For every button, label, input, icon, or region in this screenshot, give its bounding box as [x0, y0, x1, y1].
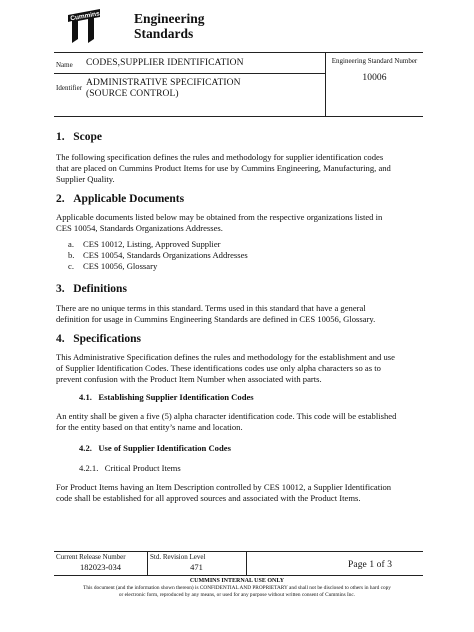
- definitions-line-2: definition for usage in Cummins Engineering Standards are defined in CES 10056, Glossary.: [56, 314, 376, 324]
- subsection-4-1-line-1: An entity shall be given a five (5) alpha character identification code. This code will be established: [56, 411, 397, 421]
- subsection-4-1-heading: [79, 392, 254, 402]
- subsection-4-2-paragraph: [56, 482, 420, 504]
- name-label: Name: [56, 61, 73, 69]
- section-2-heading: [56, 193, 184, 205]
- applicable-line-1: Applicable documents listed below may be obtained from the respective organizations listed in: [56, 212, 383, 222]
- scope-line-2: that are placed on Cummins Product Items for use by Cummins Engineering, Manufacturing, and: [56, 163, 391, 173]
- section-4-title: Specifications: [73, 333, 141, 345]
- list-item: [68, 250, 248, 261]
- brand-line1: Engineering: [134, 11, 205, 26]
- release-value: 182023-034: [79, 562, 122, 572]
- subsection-4-2-number: 4.2.: [79, 443, 92, 453]
- cummins-logo: [64, 9, 104, 43]
- specifications-line-2: of Supplier Identification Codes. These identifications codes use only alpha characters so as to: [56, 363, 381, 373]
- subsection-4-1-number: 4.1.: [79, 392, 92, 402]
- footer-top-rule: [54, 551, 423, 552]
- list-text: CES 10054, Standards Organizations Addresses: [83, 250, 248, 260]
- footer-bottom-rule: [54, 575, 423, 576]
- subsection-4-2-1-number: 4.2.1.: [79, 463, 99, 473]
- list-marker: b.: [68, 250, 75, 260]
- std-number-value: 10006: [362, 73, 387, 83]
- applicable-list: [68, 239, 248, 272]
- scope-line-3: Supplier Quality.: [56, 174, 115, 184]
- identifier-value: [86, 78, 241, 100]
- section-3-number: 3.: [56, 283, 65, 295]
- footer-divider-2: [246, 551, 247, 575]
- list-text: CES 10012, Listing, Approved Supplier: [83, 239, 221, 249]
- scope-paragraph: [56, 152, 420, 185]
- name-value: CODES,SUPPLIER IDENTIFICATION: [86, 58, 244, 68]
- section-3-title: Definitions: [73, 283, 127, 295]
- list-item: [68, 261, 248, 272]
- subsection-4-2-1-heading: [79, 463, 181, 474]
- applicable-line-2: CES 10054, Standards Organizations Addresses.: [56, 223, 223, 233]
- subsection-4-1-line-2: for the entity based on that entity’s name and location.: [56, 422, 243, 432]
- logo-text: Cummins: [69, 10, 101, 23]
- applicable-paragraph: [56, 212, 420, 234]
- section-1-number: 1.: [56, 131, 65, 143]
- definitions-line-1: There are no unique terms in this standard. Terms used in this standard that have a general: [56, 303, 366, 313]
- subsection-4-2-line-2: code shall be established for all approved sources and associated with the Product Items.: [56, 493, 361, 503]
- section-2-number: 2.: [56, 193, 65, 205]
- identifier-value-line1: ADMINISTRATIVE SPECIFICATION: [86, 78, 241, 88]
- subsection-4-2-1-title: Critical Product Items: [104, 463, 181, 473]
- header-bottom-rule: [54, 116, 423, 117]
- specifications-line-3: prevent confusion with the Product Item Number when associated with parts.: [56, 374, 322, 384]
- revision-value: 471: [190, 562, 203, 572]
- header-mid-rule: [54, 73, 325, 74]
- notice-title: CUMMINS INTERNAL USE ONLY: [189, 578, 285, 584]
- revision-label: Std. Revision Level: [150, 553, 206, 561]
- page-number: Page 1 of 3: [348, 560, 393, 570]
- section-4-heading: [56, 333, 141, 345]
- scope-line-1: The following specification defines the rules and methodology for supplier identification codes: [56, 152, 384, 162]
- section-4-number: 4.: [56, 333, 65, 345]
- subsection-4-2-title: Use of Supplier Identification Codes: [98, 443, 231, 453]
- section-2-title: Applicable Documents: [73, 193, 185, 205]
- section-3-heading: [56, 283, 127, 295]
- list-marker: a.: [68, 239, 74, 249]
- definitions-paragraph: [56, 303, 420, 325]
- subsection-4-1-paragraph: [56, 411, 420, 433]
- section-1-heading: [56, 131, 102, 143]
- header-top-rule: [54, 52, 423, 53]
- subsection-4-1-title: Establishing Supplier Identification Codes: [98, 392, 254, 402]
- subsection-4-2-heading: [79, 443, 231, 453]
- notice-line-1: This document (and the information shown thereon) is CONFIDENTIAL AND PROPRIETARY and shall not be disclosed to others in hard copy: [83, 585, 391, 591]
- section-1-title: Scope: [73, 131, 102, 143]
- identifier-value-line2: (SOURCE CONTROL): [86, 89, 179, 99]
- identifier-label: Identifier: [56, 84, 83, 92]
- specifications-paragraph: [56, 352, 420, 385]
- list-marker: c.: [68, 261, 74, 271]
- release-label: Current Release Number: [56, 553, 126, 561]
- brand-line2: Standards: [134, 26, 194, 41]
- list-text: CES 10056, Glossary: [83, 261, 158, 271]
- std-number-label: Engineering Standard Number: [331, 57, 418, 65]
- specifications-line-1: This Administrative Specification defines the rules and methodology for the establishment and use: [56, 352, 395, 362]
- subsection-4-2-line-1: For Product Items having an Item Description controlled by CES 10012, a Supplier Identification: [56, 482, 392, 492]
- notice-text: [0, 585, 474, 599]
- list-item: [68, 239, 248, 250]
- notice-line-2: or electronic form, reproduced by any means, or used for any purpose without written consent of Cummins Inc.: [118, 592, 356, 598]
- brand-title: [134, 11, 205, 41]
